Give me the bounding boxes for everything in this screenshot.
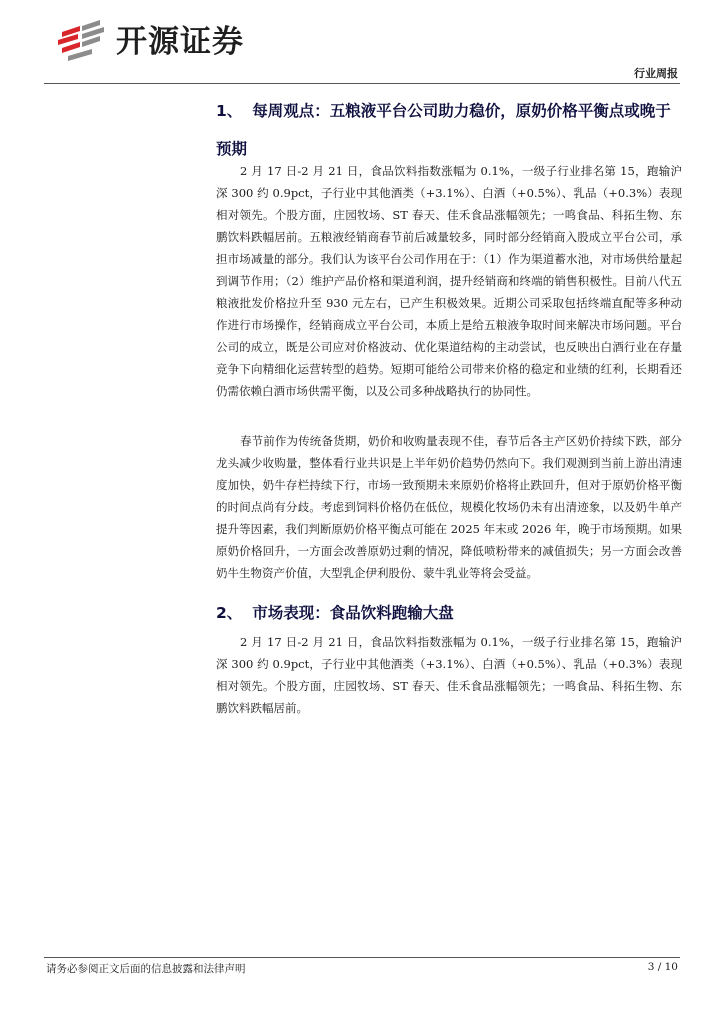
section-2-paragraph-1: 2 月 17 日-2 月 21 日，食品饮料指数涨幅为 0.1%，一级子行业排名第 15，跑输沪深 300 约 0.9pct，子行业中其他酒类（+3.1%）、白酒（+0.5%）、乳品（+0.3%）表现相对领先。个股方面，庄园牧场、ST 春天、佳禾食品涨幅领先；一鸣食品、科拓生物、东鹏饮料跌幅居前。 bbox=[216, 635, 682, 715]
section-2-number: 2、 bbox=[216, 604, 243, 622]
brand-name: 开源证券 bbox=[116, 24, 244, 60]
page-number: 3 / 10 bbox=[647, 961, 678, 973]
section-1-number: 1、 bbox=[216, 102, 243, 120]
section-1-heading bbox=[216, 92, 682, 168]
disclaimer-note: 请务必参阅正文后面的信息披露和法律声明 bbox=[46, 963, 246, 975]
section-2-heading bbox=[216, 594, 682, 632]
report-type-label: 行业周报 bbox=[634, 67, 678, 80]
section-1-title: 每周观点：五粮液平台公司助力稳价，原奶价格平衡点或晚于预期 bbox=[216, 102, 671, 158]
section-1-paragraph-1: 2 月 17 日-2 月 21 日，食品饮料指数涨幅为 0.1%，一级子行业排名第 15，跑输沪深 300 约 0.9pct，子行业中其他酒类（+3.1%）、白酒（+0.5%）、乳品（+0.3%）表现相对领先。个股方面，庄园牧场、ST 春天、佳禾食品涨幅领先；一鸣食品、科拓生物、东鹏饮料跌幅居前。五粮液经销商春节前后减量较多，同时部分经销商入股成立平台公司，承担市场减量的部分。我们认为该平台公司作用在于：（1）作为渠道蓄水池，对市场供给量起到调节作用；（2）维护产品价格和渠道利润，提升经销商和终端的销售积极性。目前八代五粮液批发价格拉升至 930 元左右，已产生积极效果。近期公司采取包括终端直配等多种动作进行市场操作，经销商成立平台公司，本质上是给五粮液争取时间来解决市场问题。平台公司的成立，既是公司应对价格波动、优化渠道结构的主动尝试，也反映出白酒行业在存量竞争下向精细化运营转型的趋势。短期可能给公司带来价格的稳定和业绩的红利，长期看还仍需依赖白酒市场供需平衡，以及公司多种战略执行的协同性。 bbox=[216, 164, 682, 398]
header-divider bbox=[44, 83, 680, 84]
company-logo bbox=[48, 20, 244, 64]
footer-divider bbox=[44, 957, 680, 958]
section-2-title: 市场表现：食品饮料跑输大盘 bbox=[252, 604, 454, 622]
section-1-paragraph-2: 春节前作为传统备货期，奶价和收购量表现不佳，春节后各主产区奶价持续下跌，部分龙头减少收购量，整体看行业共识是上半年奶价趋势仍然向下。我们观测到当前上游出清速度加快，奶牛存栏持续下行，市场一致预期未来原奶价格将止跌回升，但对于原奶价格平衡的时间点尚有分歧。考虑到饲料价格仍在低位，规模化牧场仍未有出清迹象，以及奶牛单产提升等因素，我们判断原奶价格平衡点可能在 2025 年末或 2026 年，晚于市场预期。如果原奶价格回升，一方面会改善原奶过剩的情况，降低喷粉带来的减值损失；另一方面会改善奶牛生物资产价值，大型乳企伊利股份、蒙牛乳业等将会受益。 bbox=[216, 434, 682, 580]
logo-mark-icon bbox=[48, 20, 110, 64]
